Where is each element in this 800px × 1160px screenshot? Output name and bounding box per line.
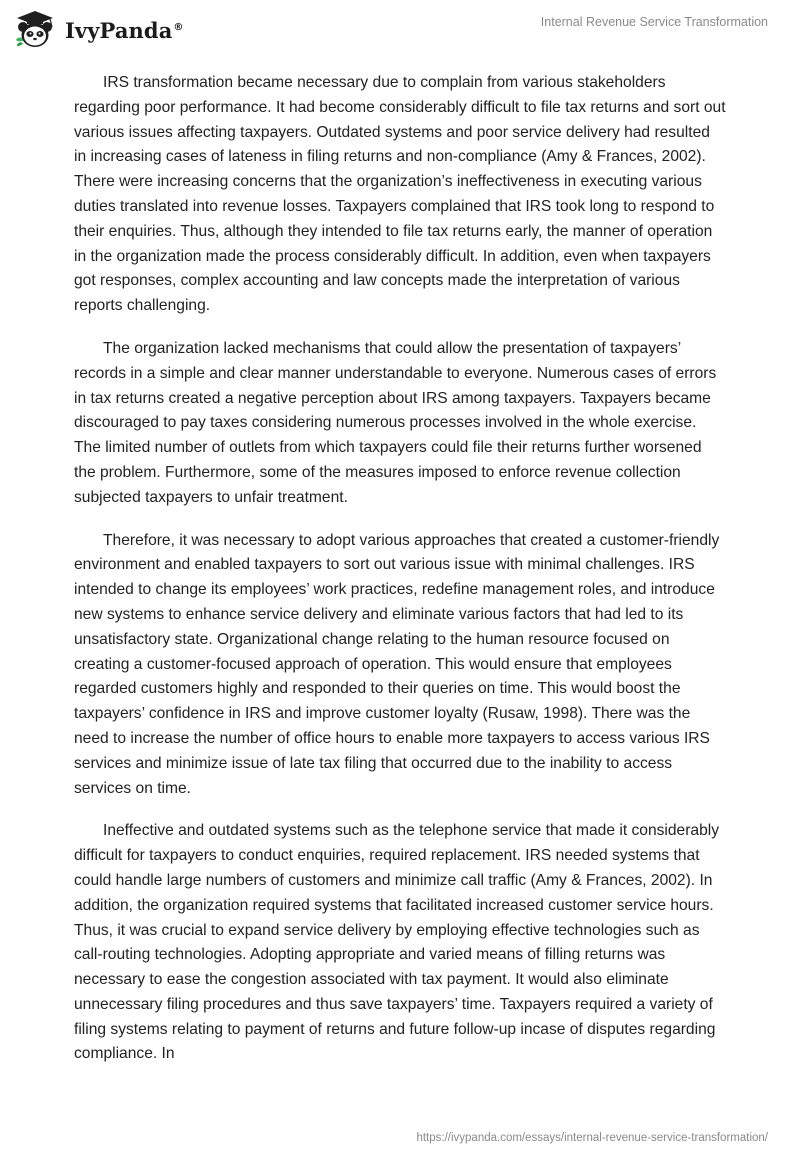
source-url[interactable]: https://ivypanda.com/essays/internal-revenue-service-transformation/ [416,1132,768,1144]
essay-body [74,71,726,1085]
ivypanda-logo[interactable] [14,10,184,50]
paragraph: IRS transformation became necessary due to complain from various stakeholders regarding poor performance. It had become considerably difficult to file tax returns and sort out various issues affecting taxpayers. Outdated systems and poor service delivery had resulted in increasing cases of lateness in filing returns and non-compliance (Amy & Frances, 2002). There were increasing concerns that the organization’s ineffectiveness in executing various duties translated into revenue losses. Taxpayers complained that IRS took long to respond to their enquiries. Thus, although they intended to file tax returns early, the manner of operation in the organization made the process considerably difficult. In addition, even when taxpayers got responses, complex accounting and law concepts made the interpretation of various reports challenging. [74,74,726,315]
paragraph: Therefore, it was necessary to adopt various approaches that created a customer-friendly environment and enabled taxpayers to sort out various issue with minimal challenges. IRS intended to change its employees’ work practices, redefine management roles, and introduce new systems to enhance service delivery and eliminate various factors that had led to its unsatisfactory state. Organizational change relating to the human resource focused on creating a customer-focused approach of operation. This would ensure that employees regarded customers highly and responded to their queries on time. This would boost the taxpayers’ confidence in IRS and improve customer loyalty (Rusaw, 1998). There was the need to increase the number of office hours to enable more taxpayers to access various IRS services and minimize issue of late tax filing that occurred due to the inability to access services on time. [74,531,720,797]
paragraph: Ineffective and outdated systems such as the telephone service that made it considerably difficult for taxpayers to conduct enquiries, required replacement. IRS needed systems that could handle large numbers of customers and minimize call traffic (Amy & Frances, 2002). In addition, the organization required systems that facilitated increased customer service hours. Thus, it was crucial to expand service delivery by employing effective technologies such as call-routing technologies. Adopting appropriate and varied means of filling returns was necessary to ease the congestion associated with tax payment. It would also eliminate unnecessary filing procedures and thus save taxpayers’ time. Taxpayers required a variety of filing systems relating to payment of returns and future follow-up incase of disputes regarding compliance. In [74,822,720,1063]
paragraph: The organization lacked mechanisms that could allow the presentation of taxpayers’ records in a simple and clear manner understandable to everyone. Numerous cases of errors in tax returns created a negative perception about IRS among taxpayers. Taxpayers became discouraged to pay taxes considering numerous processes involved in the whole exercise. The limited number of outlets from which taxpayers could file their returns further worsened the problem. Furthermore, some of the measures imposed to enforce revenue collection subjected taxpayers to unfair treatment. [74,339,717,506]
logo-wordmark: IvyPanda® [65,17,184,43]
document-title: Internal Revenue Service Transformation [540,15,768,29]
panda-graduate-icon [14,10,58,50]
page-header [0,0,800,60]
